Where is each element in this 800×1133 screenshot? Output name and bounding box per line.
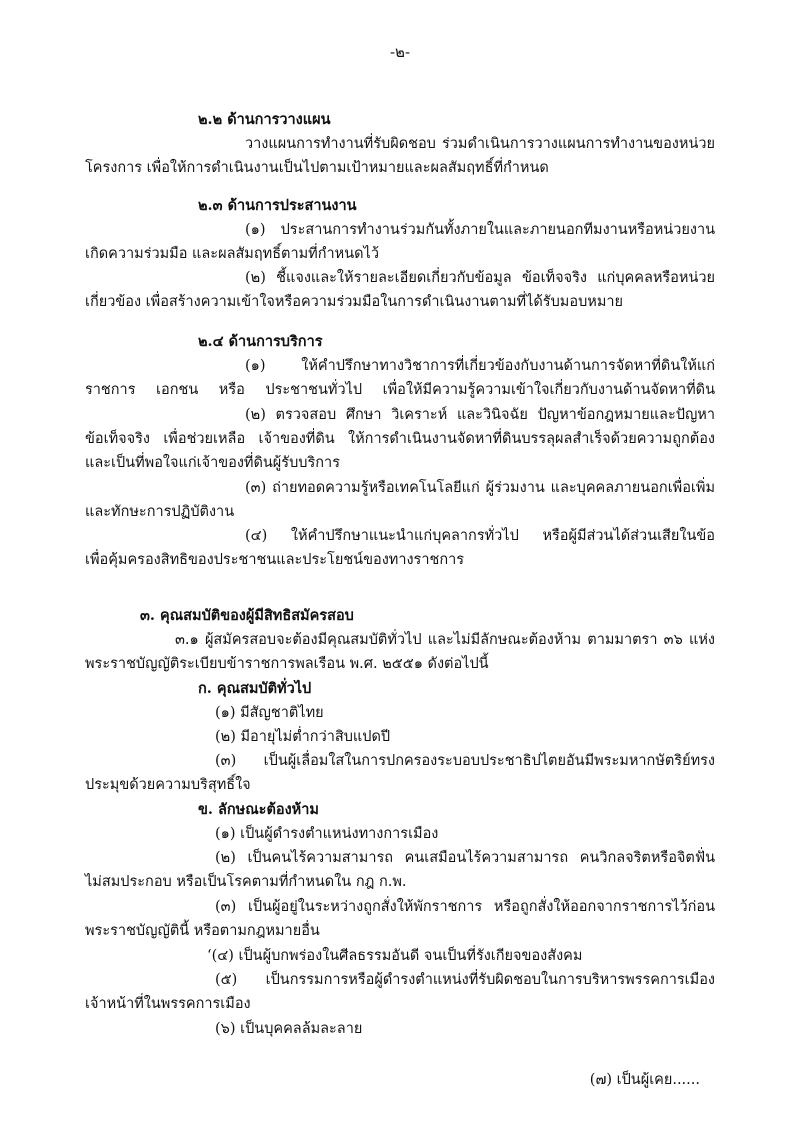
section-2-2-heading: ๒.๒ ด้านการวางแผน — [198, 111, 331, 128]
section-2-3-item-1-line-1: (๑) ประสานการทำงานร่วมกันทั้งภายในและภายนอกทีมงานหรือหน่วยงาน — [245, 222, 715, 238]
general-qualifications-heading: ก. คุณสมบัติทั่วไป — [198, 680, 312, 697]
prohibition-item-3-line-2: พระราชบัญญัตินี้ หรือตามกฎหมายอื่น — [85, 923, 320, 939]
prohibition-item-2-line-2: ไม่สมประกอบ หรือเป็นโรคตามที่กำหนดใน กฎ ก.พ. — [85, 874, 407, 890]
section-2-4-item-2-line-3: และเป็นที่พอใจแก่เจ้าของที่ดินผู้รับบริการ — [85, 455, 340, 471]
section-2-3-item-2-line-2: เกี่ยวข้อง เพื่อสร้างความเข้าใจหรือความร่วมมือในการดำเนินงานตามที่ได้รับมอบหมาย — [85, 294, 624, 310]
section-2-2-line-2: โครงการ เพื่อให้การดำเนินงานเป็นไปตามเป้าหมายและผลสัมฤทธิ์ที่กำหนด — [85, 160, 549, 176]
section-3-1-line-1: ๓.๑ ผู้สมัครสอบจะต้องมีคุณสมบัติทั่วไป และไม่มีลักษณะต้องห้าม ตามมาตรา ๓๖ แห่ง — [175, 632, 715, 648]
prohibited-characteristics-heading: ข. ลักษณะต้องห้าม — [198, 801, 319, 818]
prohibition-item-3-line-1: (๓) เป็นผู้อยู่ในระหว่างถูกสั่งให้พักราชการ หรือถูกสั่งให้ออกจากราชการไว้ก่อน — [215, 899, 715, 915]
section-2-3-item-2-line-1: (๒) ชี้แจงและให้รายละเอียดเกี่ยวกับข้อมูล ข้อเท็จจริง แก่บุคคลหรือหน่วย — [245, 270, 715, 286]
qualification-item-1: (๑) มีสัญชาติไทย — [215, 705, 324, 721]
section-2-3-heading: ๒.๓ ด้านการประสานงาน — [198, 197, 357, 214]
section-2-4-item-3-line-1: (๓) ถ่ายทอดความรู้หรือเทคโนโลยีแก่ ผู้ร่วมงาน และบุคคลภายนอกเพื่อเพิ่ม — [245, 480, 715, 496]
section-3-1-line-2: พระราชบัญญัติระเบียบข้าราชการพลเรือน พ.ศ. ๒๕๕๑ ดังต่อไปนี้ — [85, 656, 489, 672]
qualification-item-3-line-2: ประมุขด้วยความบริสุทธิ์ใจ — [85, 777, 251, 793]
section-2-4-item-1-line-2: ราชการ เอกชน หรือ ประชาชนทั่วไป เพื่อให้มีความรู้ความเข้าใจเกี่ยวกับงานด้านจัดหาที่ดิน — [85, 382, 715, 398]
prohibition-item-4: ‘(๔) เป็นผู้บกพร่องในศีลธรรมอันดี จนเป็นที่รังเกียจของสังคม — [207, 948, 583, 964]
section-2-4-item-4-line-1: (๔) ให้คำปรึกษาแนะนำแก่บุคลากรทั่วไป หรือผู้มีส่วนได้ส่วนเสียในข้อ — [245, 528, 715, 544]
section-2-4-item-3-line-2: และทักษะการปฏิบัติงาน — [85, 504, 235, 520]
section-2-4-item-1-line-1: (๑) ให้คำปรึกษาทางวิชาการที่เกี่ยวข้องกับงานด้านการจัดหาที่ดินให้แก่ — [245, 358, 715, 374]
prohibition-item-2-line-1: (๒) เป็นคนไร้ความสามารถ คนเสมือนไร้ความสามารถ คนวิกลจริตหรือจิตฟั่น — [215, 850, 715, 866]
continuation-catchword: (๗) เป็นผู้เคย...... — [589, 1072, 700, 1088]
prohibition-item-5-line-2: เจ้าหน้าที่ในพรรคการเมือง — [85, 996, 251, 1012]
section-2-4-item-4-line-2: เพื่อคุ้มครองสิทธิของประชาชนและประโยชน์ของทางราชการ — [85, 552, 465, 568]
page-number: -๒- — [389, 43, 411, 61]
prohibition-item-1: (๑) เป็นผู้ดำรงตำแหน่งทางการเมือง — [215, 826, 439, 842]
prohibition-item-5-line-1: (๕) เป็นกรรมการหรือผู้ดำรงตำแหน่งที่รับผิดชอบในการบริหารพรรคการเมือง — [215, 972, 715, 988]
qualification-item-2: (๒) มีอายุไม่ต่ำกว่าสิบแปดปี — [215, 729, 391, 745]
section-2-4-item-2-line-1: (๒) ตรวจสอบ ศึกษา วิเคราะห์ และวินิจฉัย ปัญหาข้อกฎหมายและปัญหา — [245, 407, 715, 423]
section-2-4-item-2-line-2: ข้อเท็จจริง เพื่อช่วยเหลือ เจ้าของที่ดิน ให้การดำเนินงานจัดหาที่ดินบรรลุผลสำเร็จด้วยความถูกต้อง — [85, 431, 715, 447]
section-3-heading: ๓. คุณสมบัติของผู้มีสิทธิสมัครสอบ — [140, 607, 354, 624]
section-2-3-item-1-line-2: เกิดความร่วมมือ และผลสัมฤทธิ์ตามที่กำหนดไว้ — [85, 246, 379, 262]
section-2-4-heading: ๒.๔ ด้านการบริการ — [198, 333, 323, 350]
section-2-2-line-1: วางแผนการทำงานที่รับผิดชอบ ร่วมดำเนินการวางแผนการทำงานของหน่วย — [245, 136, 715, 152]
qualification-item-3-line-1: (๓) เป็นผู้เลื่อมใสในการปกครองระบอบประชาธิปไตยอันมีพระมหากษัตริย์ทรง — [215, 753, 715, 769]
prohibition-item-6: (๖) เป็นบุคคลล้มละลาย — [215, 1021, 363, 1037]
